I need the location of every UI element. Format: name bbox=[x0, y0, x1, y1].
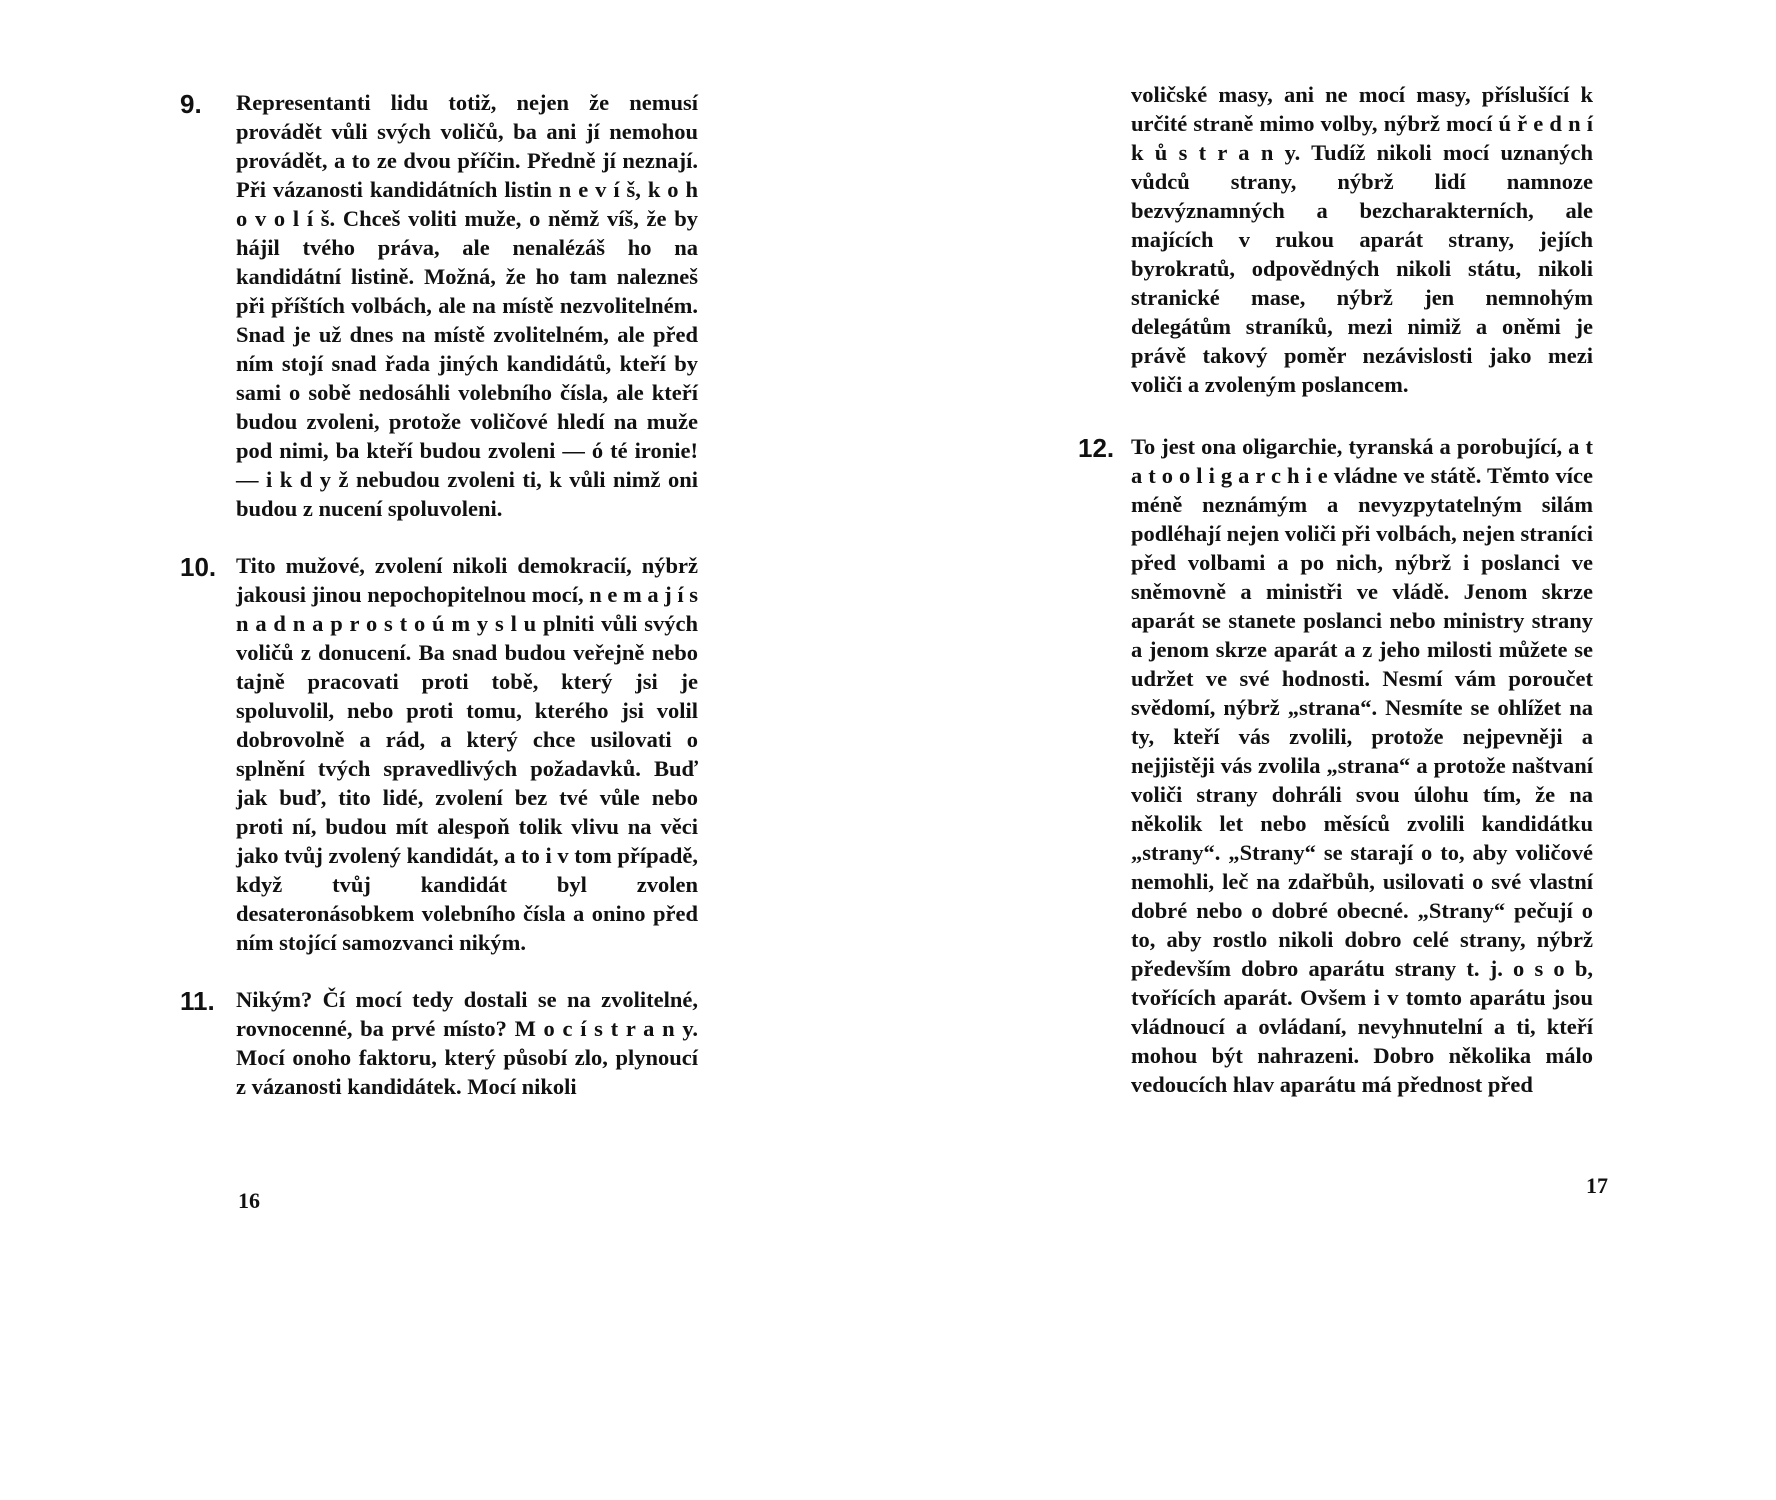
right-text-column bbox=[1078, 80, 1593, 1099]
paragraph-text: Representanti lidu totiž, nejen že nemusí provádět vůli svých voličů, ba ani jí nemohou provádět, a to ze dvou příčin. Předně jí neznají. Při vázanosti kandidátních listin n e v í š, k o h o v o l í š. Chceš voliti muže, o němž víš, že by hájil tvého práva, ale nenalézáš ho na kandidátní listině. Možná, že ho tam nalezneš při příštích volbách, ale na místě nezvolitelném. Snad je už dnes na místě zvolitelném, ale před ním stojí snad řada jiných kandidátů, kteří by sami o sobě nedosáhli volebního čísla, ale kteří budou zvoleni, protože voličové hledí na muže pod nimi, ba kteří budou zvoleni — ó té ironie! — i k d y ž nebudou zvoleni ti, k vůli nimž oni budou z nucení spoluvoleni. bbox=[236, 90, 698, 521]
page-number: 16 bbox=[238, 1188, 260, 1213]
right-page bbox=[888, 0, 1776, 1500]
paragraph-text: To jest ona oligarchie, tyranská a porobující, a t a t o o l i g a r c h i e vládne ve státě. Těmto více méně neznámým a nevyzpytatelným silám podléhají nejen voliči při volbách, nejen straníci před volbami a po nich, nýbrž i poslanci ve sněmovně a ministři ve vládě. Jenom skrze aparát se stanete poslanci nebo ministry strany a jenom skrze aparát a z jeho milosti můžete se udržet ve své hodnosti. Nesmí vám poroučet svědomí, nýbrž „strana“. Nesmíte se ohlížet na ty, kteří vás zvolili, protože nejpevněji a nejjistěji vás zvolila „strana“ a protože naštvaní voliči strany dohráli svou úlohu tím, že na několik let nebo měsíců zvolili kandidátku „strany“. „Strany“ se starají o to, aby voličové nemohli, leč na zdařbůh, usilovati o své vlastní dobré nebo o dobré obecné. „Strany“ pečují o to, aby rostlo nikoli dobro celé strany, nýbrž především dobro aparátu strany t. j. o s o b, tvořících aparát. Ovšem i v tomto aparátu jsou vládnoucí a ovládaní, nevyhnutelní a ti, kteří mohou být nahrazeni. Dobro několika málo vedoucích hlav aparátu má přednost před bbox=[1131, 434, 1593, 1097]
paragraph-text: Nikým? Čí mocí tedy dostali se na zvolitelné, rovnocenné, ba prvé místo? M o c í s t r a n y. Mocí onoho faktoru, který působí zlo, plynoucí z vázanosti kandidátek. Mocí nikoli bbox=[236, 987, 698, 1099]
paragraph-number: 12. bbox=[1078, 433, 1115, 463]
paragraph-11-continued bbox=[1131, 80, 1593, 399]
paragraph-text: Tito mužové, zvolení nikoli demokracií, nýbrž jakousi jinou nepochopitelnou mocí, n e m a j í s n a d n a p r o s t o ú m y s l u plniti vůli svých voličů z donucení. Ba snad budou veřejně nebo tajně pracovati proti tobě, který jsi je spoluvolil, nebo proti tomu, kterého jsi volil dobrovolně a rád, a který chce usilovati o splnění tvých spravedlivých požadavků. Buď jak buď, tito lidé, zvolení bez tvé vůle nebo proti ní, budou mít alespoň tolik vlivu na věci jako tvůj zvolený kandidát, a to i v tom případě, když tvůj kandidát byl zvolen desateronásobkem volebního čísla a onino před ním stojící samozvanci nikým. bbox=[236, 553, 698, 955]
paragraph-10 bbox=[180, 551, 698, 957]
page-number: 17 bbox=[1586, 1173, 1608, 1198]
paragraph-11 bbox=[180, 985, 698, 1101]
paragraph-number: 9. bbox=[180, 89, 202, 119]
paragraph-12 bbox=[1078, 432, 1593, 1099]
paragraph-text: voličské masy, ani ne mocí masy, příslušící k určité straně mimo volby, nýbrž mocí ú ř e d n í k ů s t r a n y. Tudíž nikoli mocí uznaných vůdců strany, nýbrž lidí namnoze bezvýznamných a bezcharakterních, ale majících v rukou aparát strany, jejích byrokratů, odpovědných nikoli státu, nikoli stranické mase, nýbrž jen nemnohým delegátům straníků, mezi nimiž a oněmi je právě takový poměr nezávislosti jako mezi voliči a zvoleným poslancem. bbox=[1131, 82, 1593, 397]
paragraph-number: 10. bbox=[180, 552, 217, 582]
paragraph-number: 11. bbox=[180, 986, 215, 1016]
left-text-column bbox=[180, 88, 698, 1101]
paragraph-9 bbox=[180, 88, 698, 523]
